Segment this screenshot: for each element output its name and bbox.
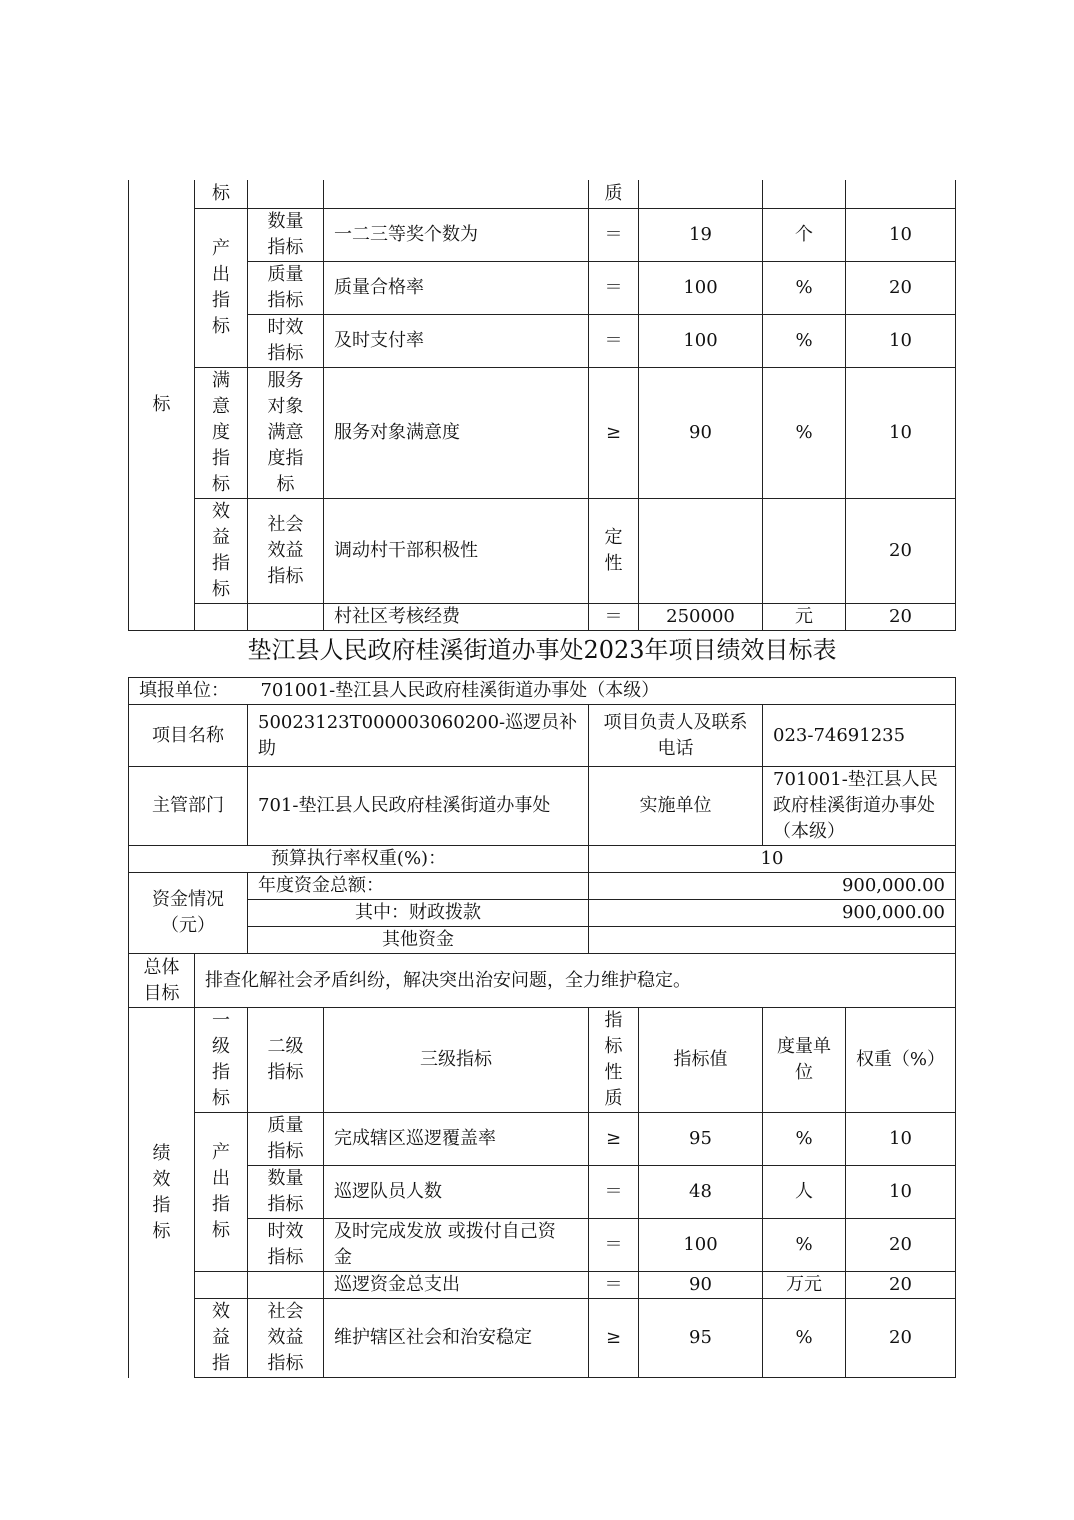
contact-label: 项目负责人及联系电话 bbox=[589, 705, 763, 767]
value-cell: 100 bbox=[639, 261, 763, 314]
weight-cell: 20 bbox=[846, 1219, 956, 1272]
header-level2: 二级指标 bbox=[248, 1008, 324, 1113]
value-cell: 100 bbox=[639, 314, 763, 367]
table-row bbox=[129, 367, 956, 498]
fill-unit-cell bbox=[129, 678, 956, 705]
annual-total-value: 900,000.00 bbox=[589, 873, 956, 900]
unit-cell: % bbox=[763, 1219, 846, 1272]
performance-table-continued bbox=[128, 180, 956, 631]
perf-label: 绩效指标 bbox=[129, 1008, 195, 1378]
table-row bbox=[129, 1272, 956, 1299]
funds-label: 资金情况（元） bbox=[129, 873, 248, 954]
fill-unit-value: 701001-垫江县人民政府桂溪街道办事处（本级） bbox=[260, 680, 660, 701]
header-unit: 度量单位 bbox=[763, 1008, 846, 1113]
operator-cell: ＝ bbox=[589, 603, 639, 630]
weight-cell: 20 bbox=[846, 1272, 956, 1299]
table-row bbox=[129, 1219, 956, 1272]
annual-total-label: 年度资金总额： bbox=[248, 873, 589, 900]
weight-cell: 10 bbox=[846, 1166, 956, 1219]
level3-cell: 及时支付率 bbox=[324, 314, 589, 367]
level3-cell: 完成辖区巡逻覆盖率 bbox=[324, 1113, 589, 1166]
weight-cell: 10 bbox=[846, 208, 956, 261]
unit-cell: % bbox=[763, 261, 846, 314]
unit-cell: 个 bbox=[763, 208, 846, 261]
level2-cell: 质量指标 bbox=[248, 1113, 324, 1166]
impl-label: 实施单位 bbox=[589, 767, 763, 846]
table-row bbox=[129, 873, 956, 900]
table-row bbox=[129, 767, 956, 846]
operator-cell: ≥ bbox=[589, 1299, 639, 1378]
table-row bbox=[129, 705, 956, 767]
level2-cell: 数量指标 bbox=[248, 1166, 324, 1219]
unit-cell: 万元 bbox=[763, 1272, 846, 1299]
contact-value: 023-74691235 bbox=[763, 705, 956, 767]
value-cell: 95 bbox=[639, 1299, 763, 1378]
table-row bbox=[129, 208, 956, 261]
level2-cell: 社会效益指标 bbox=[248, 1299, 324, 1378]
header-value: 指标值 bbox=[639, 1008, 763, 1113]
level3-cell: 巡逻资金总支出 bbox=[324, 1272, 589, 1299]
operator-cell: ＝ bbox=[589, 1219, 639, 1272]
other-funds-value bbox=[589, 927, 956, 954]
value-cell bbox=[639, 498, 763, 603]
operator-cell: ＝ bbox=[589, 314, 639, 367]
table-row bbox=[129, 498, 956, 603]
level-cell: 标 bbox=[129, 180, 195, 630]
level1-cell: 效益指 bbox=[195, 1299, 248, 1378]
weight-cell: 20 bbox=[846, 261, 956, 314]
table-row bbox=[129, 954, 956, 1008]
budget-rate-label: 预算执行率权重(%)： bbox=[129, 846, 589, 873]
table-row bbox=[129, 180, 956, 208]
level1-cell: 产出指标 bbox=[195, 208, 248, 367]
level3-cell: 质量合格率 bbox=[324, 261, 589, 314]
table-header-row bbox=[129, 1008, 956, 1113]
weight-cell: 20 bbox=[846, 498, 956, 603]
level-cell: 标 bbox=[195, 180, 248, 208]
level2-cell: 质量指标 bbox=[248, 261, 324, 314]
project-name-label: 项目名称 bbox=[129, 705, 248, 767]
unit-cell: 人 bbox=[763, 1166, 846, 1219]
level3-cell: 及时完成发放 或拨付自己资金 bbox=[324, 1219, 589, 1272]
weight-cell: 10 bbox=[846, 1113, 956, 1166]
header-level3: 三级指标 bbox=[324, 1008, 589, 1113]
unit-cell: % bbox=[763, 1299, 846, 1378]
table-row bbox=[129, 1113, 956, 1166]
level2-cell: 时效指标 bbox=[248, 314, 324, 367]
value-cell: 95 bbox=[639, 1113, 763, 1166]
level1-cell: 满意度指标 bbox=[195, 367, 248, 498]
budget-rate-value: 10 bbox=[589, 846, 956, 873]
table-row bbox=[129, 846, 956, 873]
other-funds-label: 其他资金 bbox=[248, 927, 589, 954]
level1-cell: 产出指标 bbox=[195, 1113, 248, 1272]
level3-cell: 村社区考核经费 bbox=[324, 603, 589, 630]
goal-label: 总体目标 bbox=[129, 954, 195, 1008]
value-cell: 250000 bbox=[639, 603, 763, 630]
value-cell: 100 bbox=[639, 1219, 763, 1272]
page-title: 垫江县人民政府桂溪街道办事处2023年项目绩效目标表 bbox=[247, 636, 837, 664]
level1-cell: 效益指标 bbox=[195, 498, 248, 603]
operator-cell: ＝ bbox=[589, 1166, 639, 1219]
table-row bbox=[129, 900, 956, 927]
table-row bbox=[129, 927, 956, 954]
level3-cell: 服务对象满意度 bbox=[324, 367, 589, 498]
operator-cell: ＝ bbox=[589, 261, 639, 314]
operator-cell: 定性 bbox=[589, 498, 639, 603]
impl-value: 701001-垫江县人民政府桂溪街道办事处（本级） bbox=[763, 767, 956, 846]
table-row bbox=[129, 261, 956, 314]
unit-cell bbox=[763, 498, 846, 603]
weight-cell: 20 bbox=[846, 603, 956, 630]
header-nature: 指标性质 bbox=[589, 1008, 639, 1113]
level2-cell: 服务对象满意度指标 bbox=[248, 367, 324, 498]
unit-cell: 元 bbox=[763, 603, 846, 630]
dept-label: 主管部门 bbox=[129, 767, 248, 846]
fiscal-label: 其中：财政拨款 bbox=[248, 900, 589, 927]
operator-cell: ＝ bbox=[589, 208, 639, 261]
value-cell: 90 bbox=[639, 367, 763, 498]
dept-value: 701-垫江县人民政府桂溪街道办事处 bbox=[248, 767, 589, 846]
weight-cell: 20 bbox=[846, 1299, 956, 1378]
level3-cell: 维护辖区社会和治安稳定 bbox=[324, 1299, 589, 1378]
weight-cell: 10 bbox=[846, 367, 956, 498]
value-cell: 48 bbox=[639, 1166, 763, 1219]
table-row bbox=[129, 314, 956, 367]
table-row bbox=[129, 678, 956, 705]
level2-cell: 数量指标 bbox=[248, 208, 324, 261]
table-row bbox=[129, 1299, 956, 1378]
level3-cell: 一二三等奖个数为 bbox=[324, 208, 589, 261]
goal-value: 排查化解社会矛盾纠纷，解决突出治安问题，全力维护稳定。 bbox=[195, 954, 956, 1008]
unit-cell: % bbox=[763, 1113, 846, 1166]
level3-cell: 调动村干部积极性 bbox=[324, 498, 589, 603]
table-row bbox=[129, 603, 956, 630]
unit-cell: % bbox=[763, 314, 846, 367]
table-row bbox=[129, 1166, 956, 1219]
level3-cell: 巡逻队员人数 bbox=[324, 1166, 589, 1219]
fill-unit-label: 填报单位： bbox=[139, 680, 229, 701]
header-weight: 权重（%） bbox=[846, 1008, 956, 1113]
nature-cell: 质 bbox=[589, 180, 639, 208]
weight-cell: 10 bbox=[846, 314, 956, 367]
value-cell: 19 bbox=[639, 208, 763, 261]
level2-cell: 社会效益指标 bbox=[248, 498, 324, 603]
level2-cell: 时效指标 bbox=[248, 1219, 324, 1272]
operator-cell: ≥ bbox=[589, 367, 639, 498]
performance-target-table bbox=[128, 677, 956, 1378]
header-level1: 一级指标 bbox=[195, 1008, 248, 1113]
project-name-value: 50023123T000003060200-巡逻员补助 bbox=[248, 705, 589, 767]
unit-cell: % bbox=[763, 367, 846, 498]
value-cell: 90 bbox=[639, 1272, 763, 1299]
fiscal-value: 900,000.00 bbox=[589, 900, 956, 927]
operator-cell: ＝ bbox=[589, 1272, 639, 1299]
operator-cell: ≥ bbox=[589, 1113, 639, 1166]
